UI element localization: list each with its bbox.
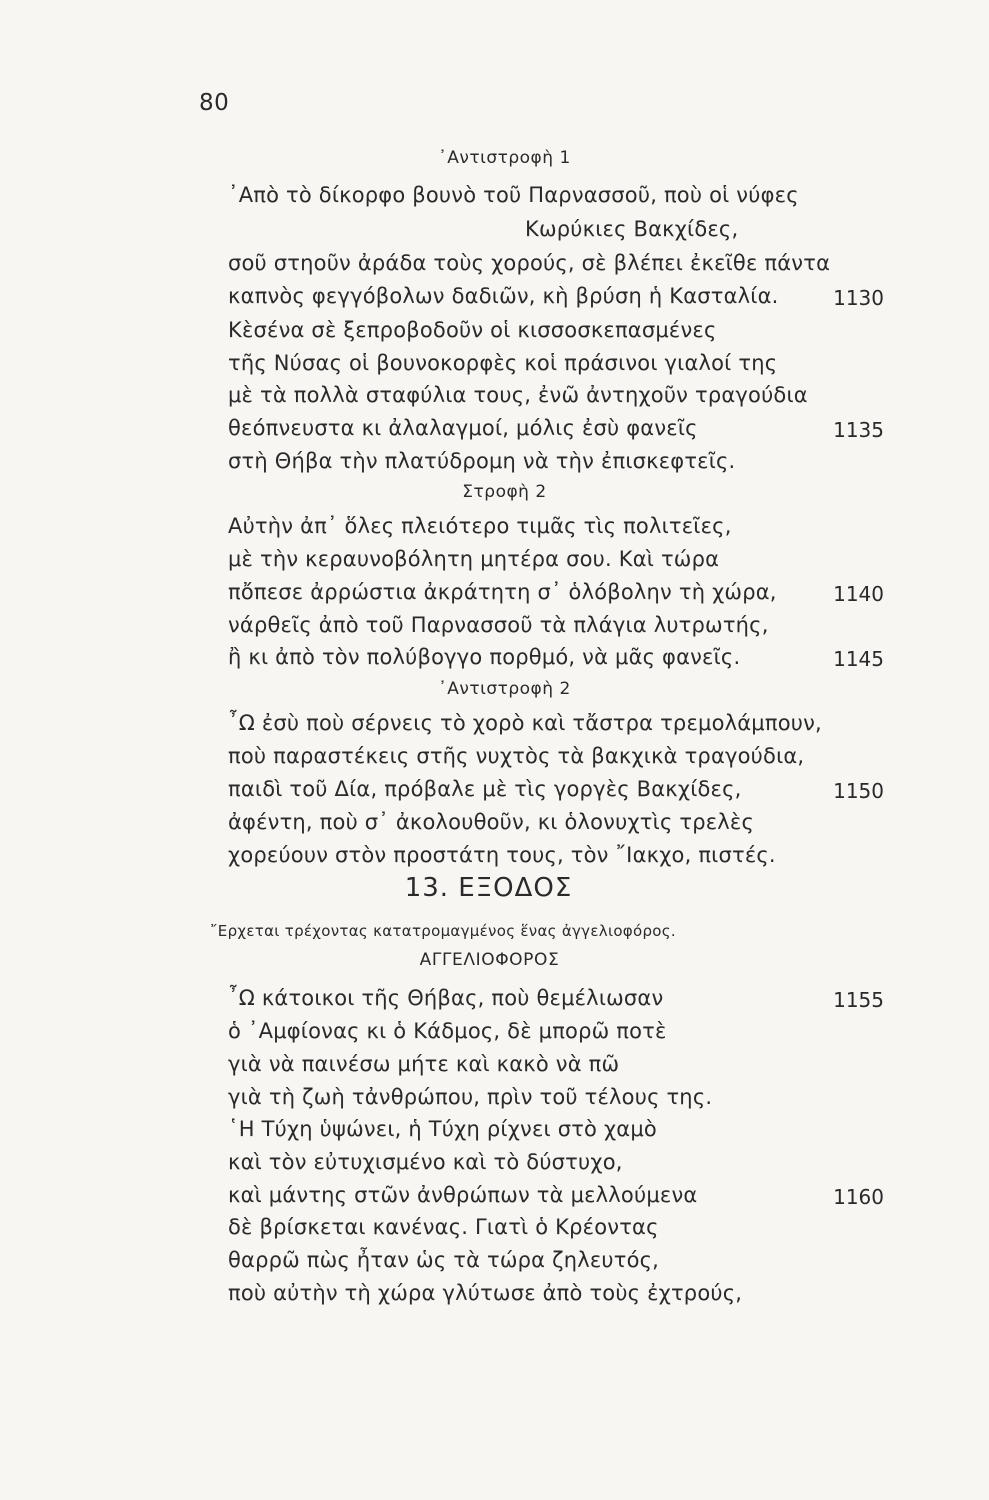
verse-line: παιδὶ τοῦ Δία, πρόβαλε μὲ τὶς γοργὲς Βακχίδες,	[228, 777, 742, 801]
line-number: 1150	[833, 779, 884, 803]
verse-line: Κωρύκιες Βακχίδες,	[525, 217, 739, 241]
line-number: 1130	[833, 286, 884, 310]
verse-line: ποὺ παραστέκεις στῆς νυχτὸς τὰ βακχικὰ τραγούδια,	[228, 744, 805, 768]
verse-line: μὲ τὴν κεραυνοβόλητη μητέρα σου. Καὶ τώρα	[228, 547, 720, 571]
verse-line: Κὲσένα σὲ ξεπροβοδοῦν οἱ κισσοσκεπασμένες	[228, 318, 717, 342]
verse-line: ποὺ αὐτὴν τὴ χώρα γλύτωσε ἀπὸ τοὺς ἐχτρούς,	[228, 1281, 743, 1305]
antistrophe-1-heading: ᾿Αντιστροφὴ 1	[438, 148, 571, 168]
verse-line: σοῦ στηοῦν ἀράδα τοὺς χορούς, σὲ βλέπει ἐκεῖθε πάντα	[228, 251, 831, 275]
line-number: 1145	[833, 647, 884, 671]
verse-line: θεόπνευστα κι ἀλαλαγμοί, μόλις ἐσὺ φανεῖς	[228, 416, 698, 440]
line-number: 1160	[833, 1185, 884, 1209]
line-number: 1135	[833, 418, 884, 442]
section-title: 13. ΕΞΟΔΟΣ	[404, 873, 573, 903]
verse-line: ῏Ω ἐσὺ ποὺ σέρνεις τὸ χορὸ καὶ τἄστρα τρεμολάμπουν,	[228, 711, 822, 735]
verse-line: ῏Ω κάτοικοι τῆς Θήβας, ποὺ θεμέλιωσαν	[228, 986, 664, 1010]
verse-line: ἀφέντη, ποὺ σ᾿ ἀκολουθοῦν, κι ὁλονυχτὶς τρελὲς	[228, 810, 754, 834]
page-number: 80	[199, 90, 230, 116]
verse-line: θαρρῶ πὼς ἦταν ὡς τὰ τώρα ζηλευτός,	[228, 1248, 660, 1272]
speaker-name: ΑΓΓΕΛΙΟΦΟΡΟΣ	[419, 950, 560, 970]
verse-line: γιὰ τὴ ζωὴ τἀνθρώπου, πρὶν τοῦ τέλους της.	[228, 1085, 713, 1109]
verse-line: ᾿Απὸ τὸ δίκορφο βουνὸ τοῦ Παρνασσοῦ, ποὺ οἱ νύφες	[228, 183, 799, 207]
verse-line: χορεύουν στὸν προστάτη τους, τὸν ῎Ιακχο, πιστές.	[228, 843, 776, 867]
verse-line: ὁ ᾿Αμφίονας κι ὁ Κάδμος, δὲ μπορῶ ποτὲ	[228, 1019, 667, 1043]
strophe-2-heading: Στροφὴ 2	[462, 482, 547, 502]
line-number: 1155	[833, 988, 884, 1012]
verse-line: στὴ Θήβα τὴν πλατύδρομη νὰ τὴν ἐπισκεφτεῖς.	[228, 449, 736, 473]
verse-line: καὶ τὸν εὐτυχισμένο καὶ τὸ δύστυχο,	[228, 1150, 623, 1174]
verse-line: μὲ τὰ πολλὰ σταφύλια τους, ἐνῶ ἀντηχοῦν τραγούδια	[228, 383, 808, 407]
verse-line: δὲ βρίσκεται κανένας. Γιατὶ ὁ Κρέοντας	[228, 1215, 659, 1239]
verse-line: καὶ μάντης στῶν ἀνθρώπων τὰ μελλούμενα	[228, 1183, 698, 1207]
verse-line: πὄπεσε ἀρρώστια ἀκράτητη σ᾿ ὁλόβολην τὴ χώρα,	[228, 580, 777, 604]
verse-line: Αὐτὴν ἀπ᾿ ὅλες πλειότερο τιμᾶς τὶς πολιτεῖες,	[228, 514, 732, 538]
verse-line: γιὰ νὰ παινέσω μήτε καὶ κακὸ νὰ πῶ	[228, 1052, 620, 1076]
verse-line: ἢ κι ἀπὸ τὸν πολύβογγο πορθμό, νὰ μᾶς φανεῖς.	[228, 645, 741, 669]
stage-direction: ῎Ερχεται τρέχοντας κατατρομαγμένος ἕνας ἀγγελιοφόρος.	[210, 922, 676, 940]
verse-line: ῾Η Τύχη ὑψώνει, ἡ Τύχη ρίχνει στὸ χαμὸ	[228, 1117, 657, 1141]
line-number: 1140	[833, 582, 884, 606]
verse-line: καπνὸς φεγγόβολων δαδιῶν, κὴ βρύση ἡ Κασταλία.	[228, 284, 779, 308]
antistrophe-2-heading: ᾿Αντιστροφὴ 2	[438, 679, 571, 699]
verse-line: τῆς Νύσας οἱ βουνοκορφὲς κοἱ πράσινοι γιαλοί της	[228, 351, 778, 375]
verse-line: νάρθεῖς ἀπὸ τοῦ Παρνασσοῦ τὰ πλάγια λυτρωτής,	[228, 613, 769, 637]
